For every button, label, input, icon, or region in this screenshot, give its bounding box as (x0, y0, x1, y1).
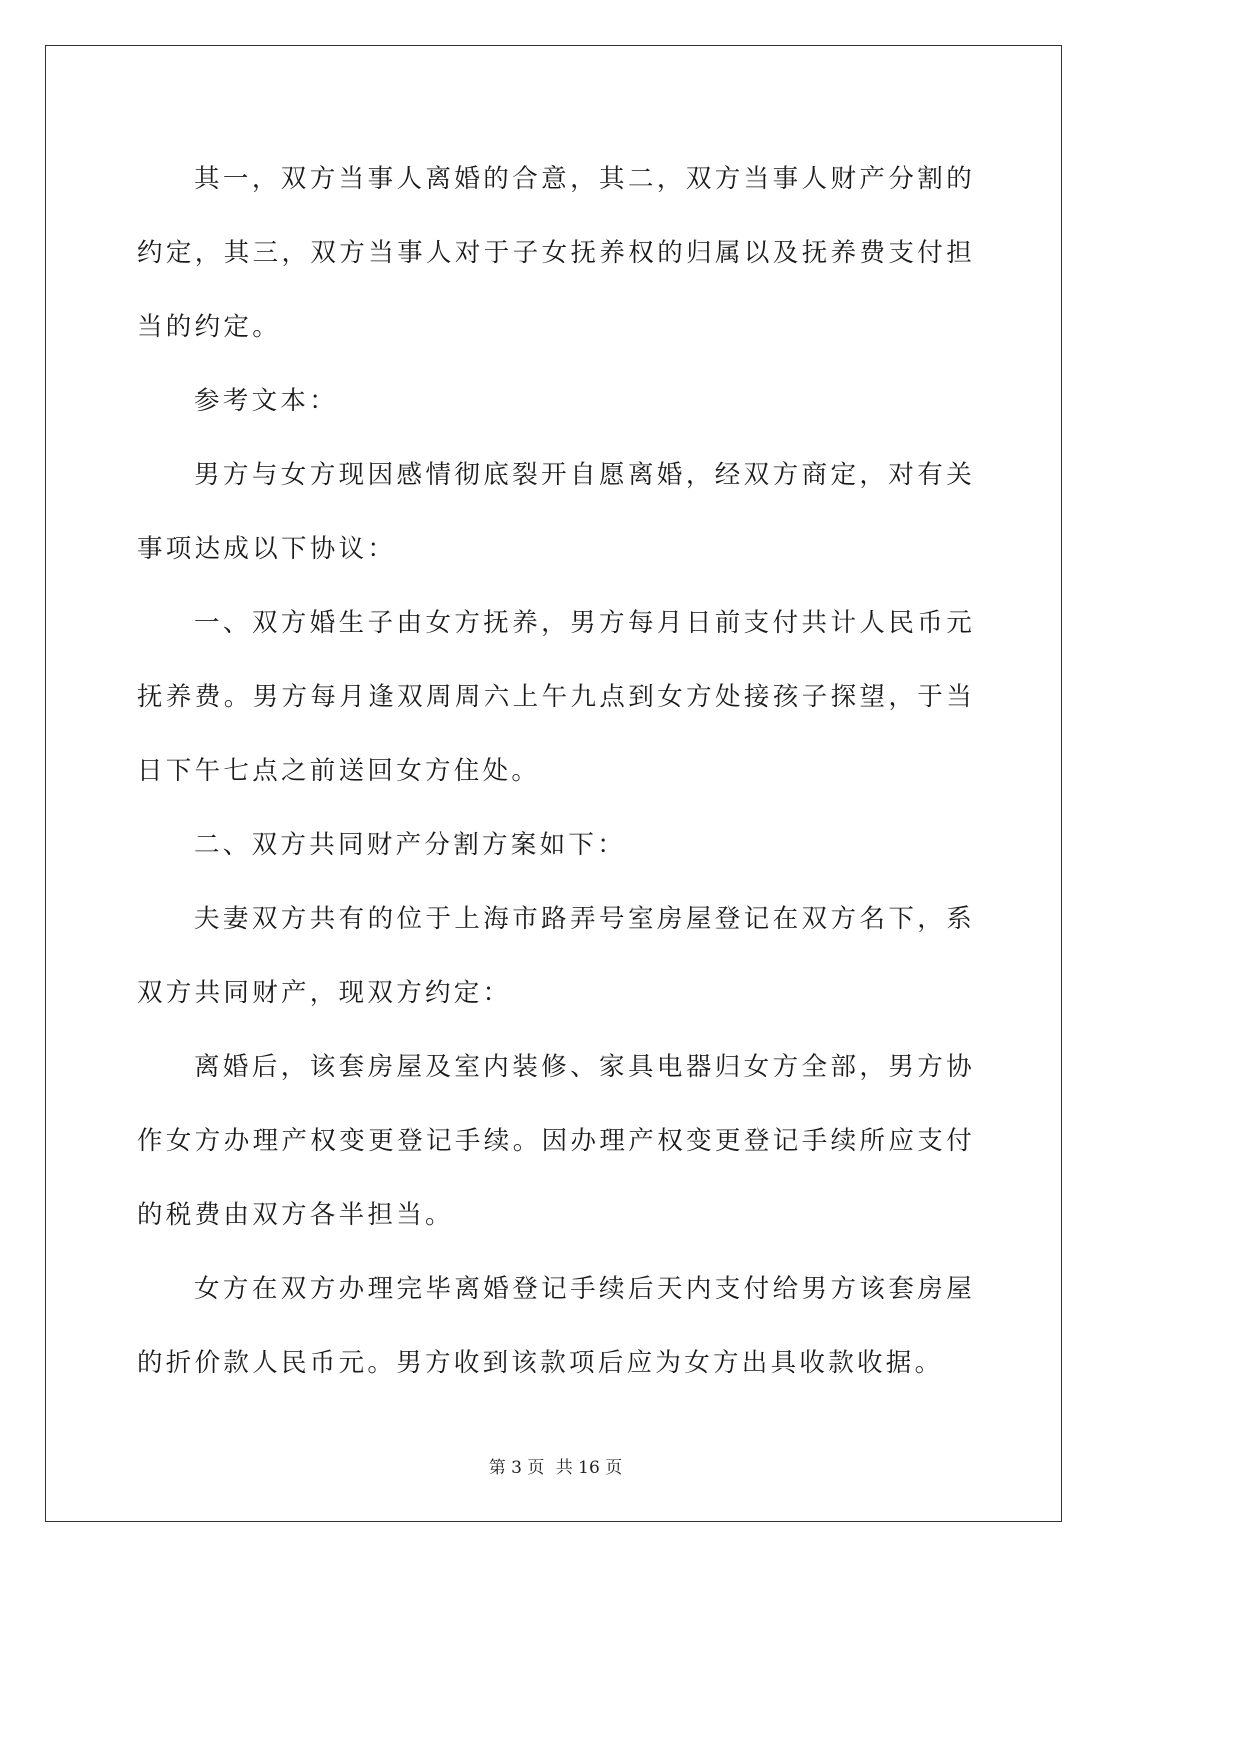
page-footer (0, 1453, 1111, 1478)
paragraph: 男方与女方现因感情彻底裂开自愿离婚，经双方商定，对有关事项达成以下协议： (137, 460, 975, 564)
paragraph: 离婚后，该套房屋及室内装修、家具电器归女方全部，男方协作女方办理产权变更登记手续。因办理产权变更登记手续所应支付的税费由双方各半担当。 (137, 1052, 975, 1230)
paragraph: 二、双方共同财产分割方案如下： (194, 830, 627, 860)
paragraph: 夫妻双方共有的位于上海市路弄号室房屋登记在双方名下，系双方共同财产，现双方约定： (137, 904, 975, 1008)
paragraph: 一、双方婚生子由女方抚养，男方每月日前支付共计人民币元抚养费。男方每月逢双周周六上午九点到女方处接孩子探望，于当日下午七点之前送回女方住处。 (137, 608, 975, 786)
paragraph: 其一，双方当事人离婚的合意，其二，双方当事人财产分割的约定，其三，双方当事人对于子女抚养权的归属以及抚养费支付担当的约定。 (137, 164, 975, 342)
paragraph: 参考文本： (194, 386, 339, 416)
page-number: 第 3 页 (488, 1458, 545, 1478)
document-body (137, 142, 975, 1400)
paragraph: 女方在双方办理完毕离婚登记手续后天内支付给男方该套房屋的折价款人民币元。男方收到该款项后应为女方出具收款收据。 (137, 1274, 975, 1378)
page-total: 共 16 页 (555, 1458, 623, 1478)
